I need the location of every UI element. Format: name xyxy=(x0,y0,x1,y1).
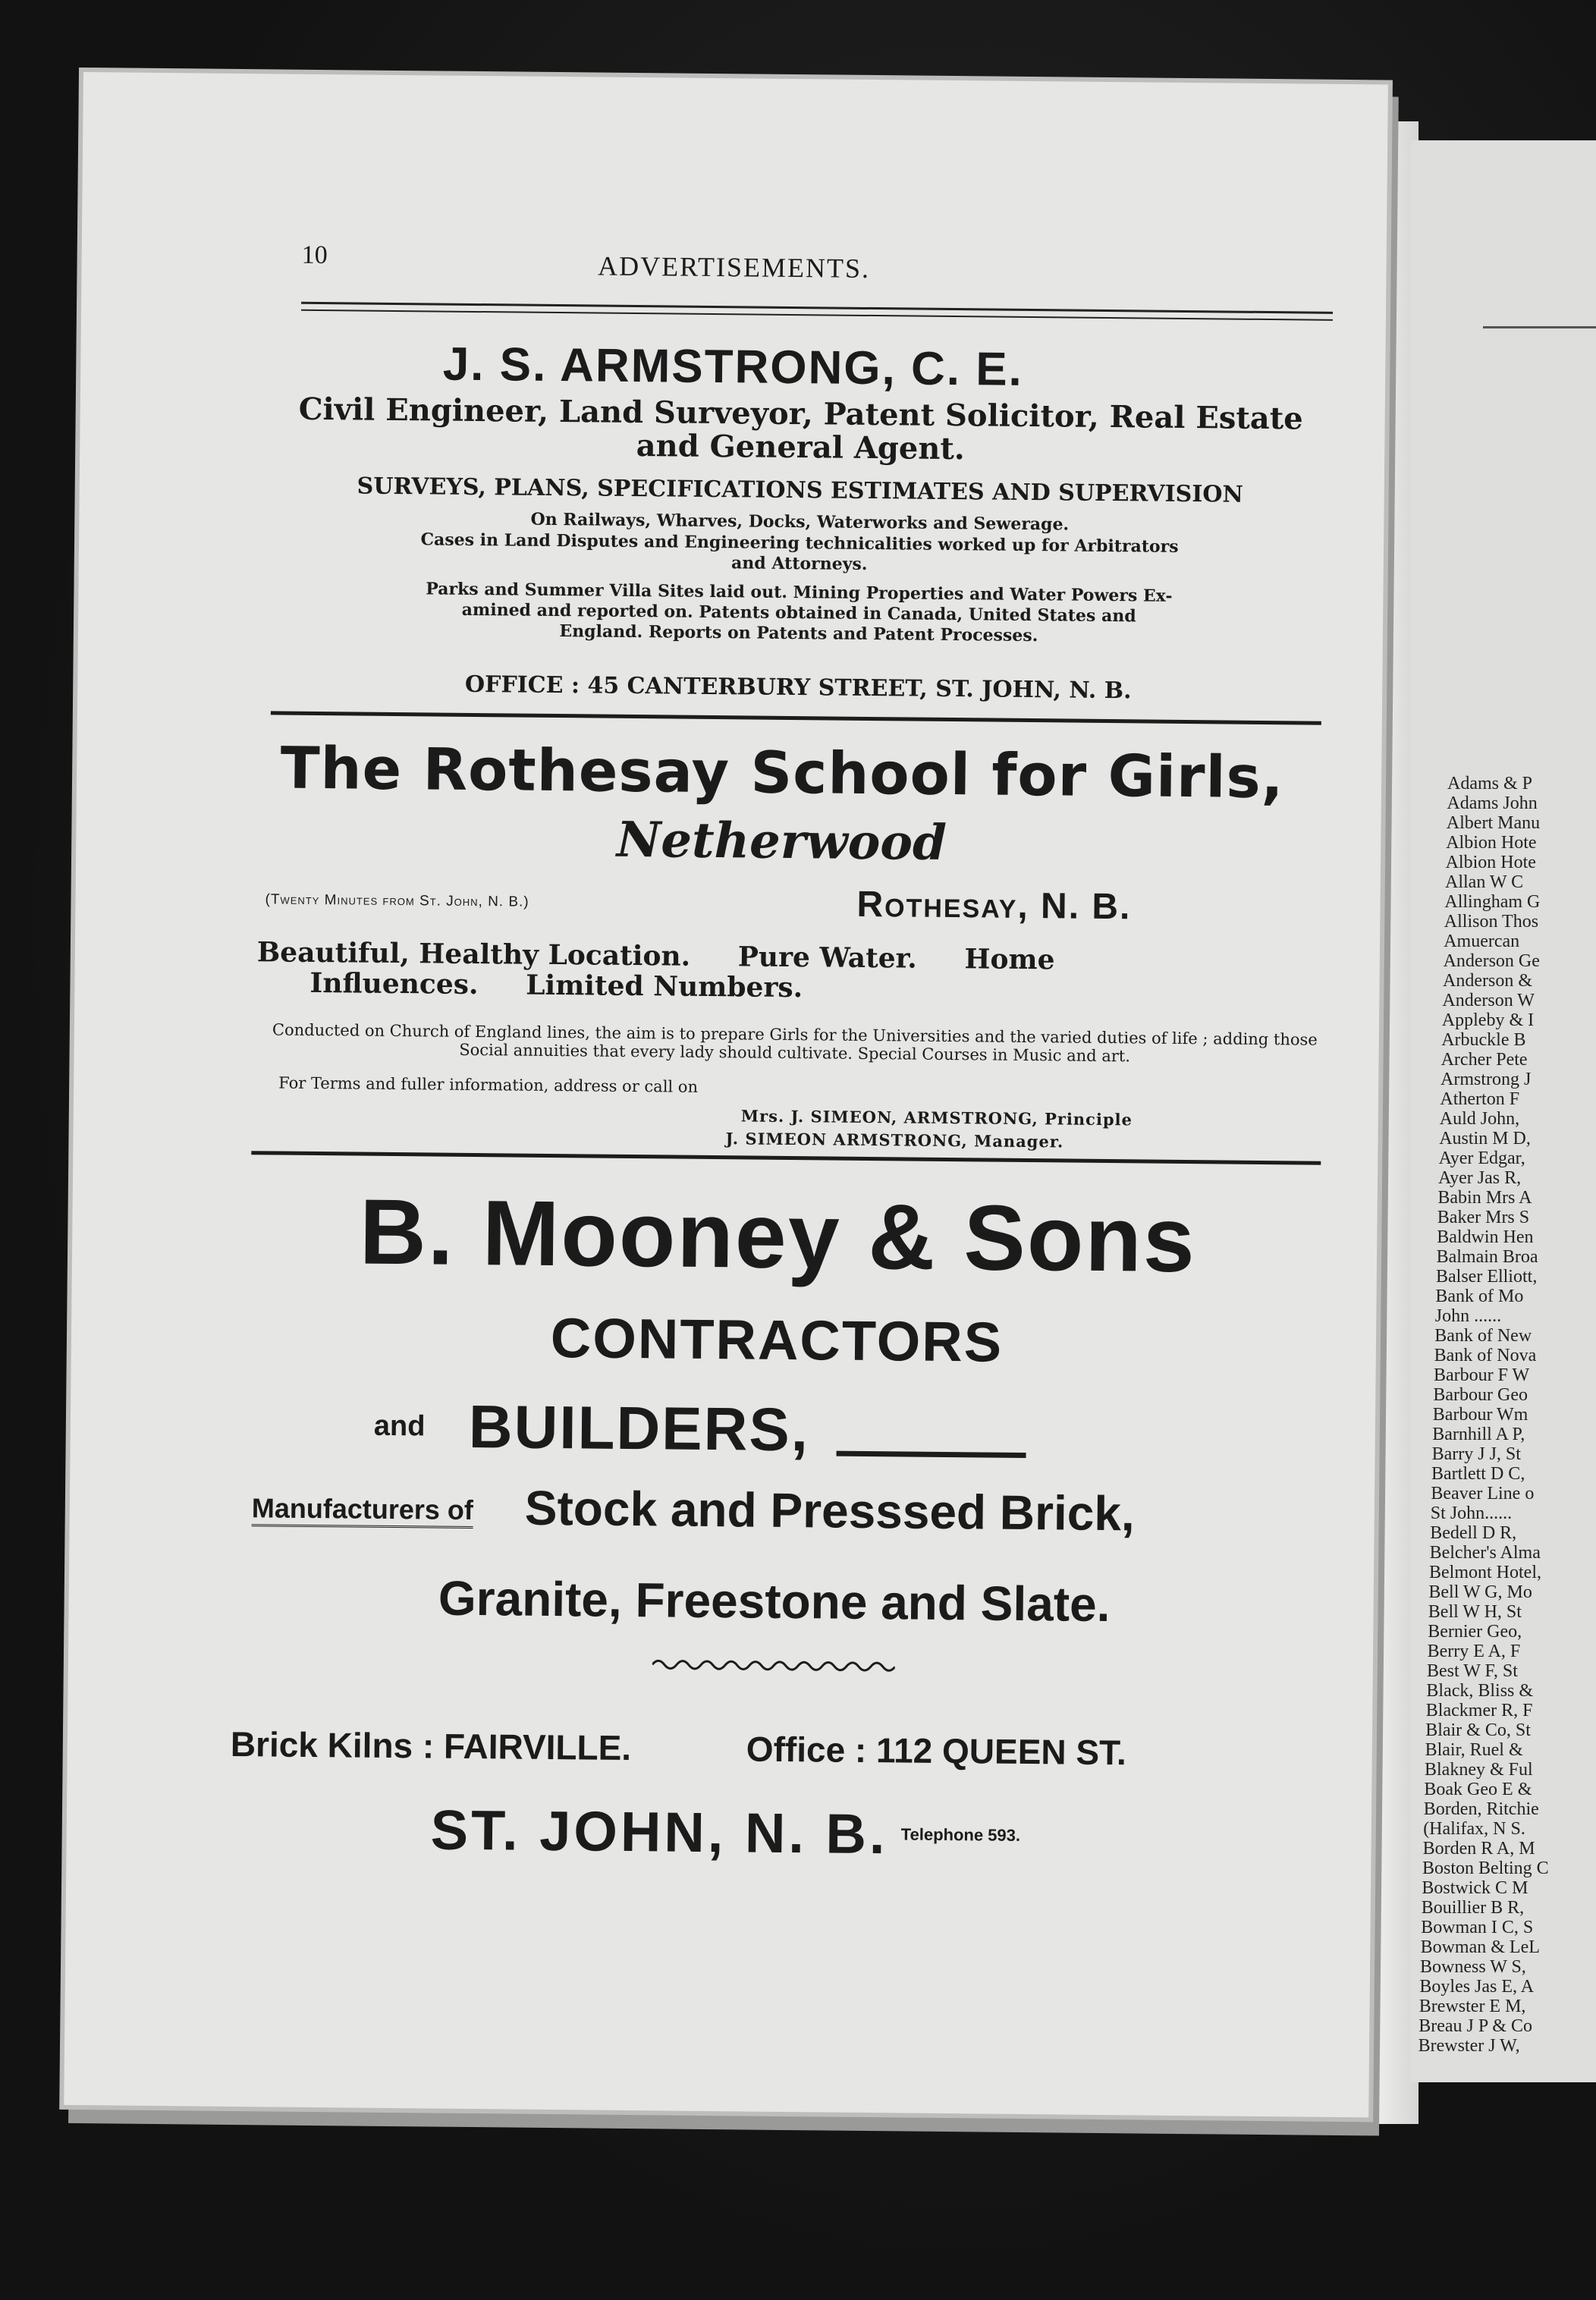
mooney-trade-underline xyxy=(837,1451,1026,1458)
rothesay-manager: J. SIMEON ARMSTRONG, Manager. xyxy=(725,1129,1064,1152)
index-entry: Bowness W S, xyxy=(1420,1957,1526,1977)
index-entry: Boak Geo E & xyxy=(1424,1780,1532,1799)
index-entry: Arbuckle B xyxy=(1441,1030,1526,1050)
rothesay-features-line: Influences. Limited Numbers. xyxy=(309,966,803,1004)
index-entry: Amuercan xyxy=(1444,932,1520,951)
section-rule xyxy=(251,1151,1321,1165)
armstrong-office: OFFICE : 45 CANTERBURY STREET, ST. JOHN, N. B. xyxy=(464,671,1132,705)
mooney-trade-contractors: CONTRACTORS xyxy=(550,1306,1004,1374)
mooney-products-line: Stock and Presssed Brick, xyxy=(524,1480,1136,1541)
index-entry: Allison Thos xyxy=(1444,912,1539,932)
index-entry: Beaver Line o xyxy=(1431,1484,1535,1503)
index-entry: Bouillier B R, xyxy=(1421,1898,1525,1918)
index-entry: Baker Mrs S xyxy=(1437,1208,1530,1227)
facing-page xyxy=(1411,140,1596,2082)
index-entry: Berry E A, F xyxy=(1427,1642,1521,1661)
rothesay-contact-intro: For Terms and fuller information, address or call on xyxy=(278,1073,699,1096)
index-entry: Albion Hote xyxy=(1445,853,1536,872)
index-entry: (Halifax, N S. xyxy=(1423,1819,1525,1839)
index-entry: Boston Belting C xyxy=(1422,1859,1549,1878)
index-entry: Brewster E M, xyxy=(1418,1997,1526,2016)
index-entry: Bank of New xyxy=(1434,1326,1532,1346)
armstrong-line: and Attorneys. xyxy=(730,553,868,574)
armstrong-line: Parks and Summer Villa Sites laid out. Mining Properties and Water Powers Ex- xyxy=(426,579,1173,606)
index-entry: Bartlett D C, xyxy=(1431,1464,1525,1484)
index-entry: Best W F, St xyxy=(1427,1661,1518,1681)
armstrong-line: Cases in Land Disputes and Engineering technicalities worked up for Arbitrators xyxy=(420,529,1179,557)
index-entry: Barbour Geo xyxy=(1433,1385,1528,1405)
page-number: 10 xyxy=(301,240,328,270)
index-entry: Belcher's Alma xyxy=(1429,1543,1541,1563)
rothesay-title: The Rothesay School for Girls, xyxy=(280,734,1285,812)
mooney-brick-kilns: Brick Kilns : FAIRVILLE. xyxy=(230,1723,632,1768)
armstrong-profession: Civil Engineer, Land Surveyor, Patent Solicitor, Real Estate and General Agent. xyxy=(298,391,1303,467)
armstrong-services-heading: SURVEYS, PLANS, SPECIFICATIONS ESTIMATES AND SUPERVISION xyxy=(357,473,1244,508)
index-entry: Barbour Wm xyxy=(1432,1405,1528,1425)
index-entry: Bernier Geo, xyxy=(1428,1622,1522,1642)
index-entry: Belmont Hotel, xyxy=(1429,1563,1541,1582)
rothesay-principal: Mrs. J. SIMEON, ARMSTRONG, Principle xyxy=(740,1106,1133,1130)
index-entry: Anderson & xyxy=(1443,971,1532,991)
armstrong-line: On Railways, Wharves, Docks, Waterworks and Sewerage. xyxy=(530,509,1070,535)
armstrong-name: J. S. ARMSTRONG, C. E. xyxy=(442,338,1024,396)
index-entry: Allan W C xyxy=(1445,872,1524,892)
index-entry: Babin Mrs A xyxy=(1437,1188,1532,1208)
index-entry: Bank of Nova xyxy=(1434,1346,1537,1365)
index-entry: Auld John, xyxy=(1439,1109,1520,1129)
index-entry: Barry J J, St xyxy=(1431,1444,1521,1464)
rothesay-description: Conducted on Church of England lines, the aim is to prepare Girls for the Universities and the varied duties of life ; adding those Social annuities that every lady should cultivate. Special Courses in Music and art. xyxy=(272,1020,1318,1066)
index-entry: Archer Pete xyxy=(1440,1050,1528,1070)
index-entry: Bedell D R, xyxy=(1430,1523,1517,1543)
mooney-office: Office : 112 QUEEN ST. xyxy=(746,1729,1127,1773)
index-entry: Adams John xyxy=(1447,793,1538,813)
index-entry: Bank of Mo xyxy=(1435,1287,1524,1306)
index-entry: Borden R A, M xyxy=(1422,1839,1535,1859)
rothesay-location: Rothesay, N. B. xyxy=(856,884,1132,928)
index-entry: Adams & P xyxy=(1447,774,1533,793)
section-rule xyxy=(271,711,1321,724)
index-entry: Blackmer R, F xyxy=(1425,1701,1533,1720)
index-entry: Bell W G, Mo xyxy=(1428,1582,1532,1602)
index-entry: Austin M D, xyxy=(1439,1129,1531,1148)
index-entry: John ...... xyxy=(1434,1306,1502,1326)
index-entry: Bowman & LeL xyxy=(1420,1937,1540,1957)
mooney-name: B. Mooney & Sons xyxy=(359,1180,1197,1292)
rothesay-features xyxy=(256,937,1334,1008)
index-entry: Balmain Broa xyxy=(1436,1247,1538,1267)
rothesay-distance-note: (Twenty Minutes from St. John, N. B.) xyxy=(265,891,529,910)
index-entry: Borden, Ritchie xyxy=(1423,1799,1539,1819)
index-entry: Boyles Jas E, A xyxy=(1419,1977,1535,1997)
mooney-telephone: Telephone 593. xyxy=(900,1824,1021,1845)
index-entry: Albion Hote xyxy=(1446,833,1537,853)
index-entry: Atherton F xyxy=(1440,1089,1520,1109)
facing-page-rule xyxy=(1483,326,1596,328)
index-entry: Bell W H, St xyxy=(1428,1602,1522,1622)
index-entry: Barnhill A P, xyxy=(1432,1425,1525,1444)
index-entry: Albert Manu xyxy=(1446,813,1541,833)
running-head: ADVERTISEMENTS. xyxy=(597,250,871,284)
index-entry: Blakney & Ful xyxy=(1425,1760,1533,1780)
index-entry: Blair & Co, St xyxy=(1425,1720,1531,1740)
index-entry: Appleby & I xyxy=(1441,1010,1535,1030)
index-entry: Balser Elliott, xyxy=(1436,1267,1538,1287)
index-entry: Anderson Ge xyxy=(1443,951,1540,971)
mooney-trade-builders: BUILDERS, xyxy=(468,1392,810,1464)
rothesay-subtitle: Netherwood xyxy=(616,811,947,872)
facing-page-index xyxy=(1411,774,1596,2056)
mooney-products-line: Granite, Freestone and Slate. xyxy=(438,1570,1111,1632)
index-entry: Armstrong J xyxy=(1440,1070,1532,1089)
index-entry: Bowman I C, S xyxy=(1421,1918,1534,1937)
index-entry: St John...... xyxy=(1430,1503,1513,1523)
armstrong-line: England. Reports on Patents and Patent Processes. xyxy=(559,621,1038,646)
index-entry: Allingham G xyxy=(1444,892,1541,912)
advertisement-page xyxy=(64,72,1388,2117)
index-entry: Barbour F W xyxy=(1434,1365,1530,1385)
mooney-manufacturers-label: Manufacturers of xyxy=(252,1492,473,1529)
ornamental-squiggle xyxy=(652,1655,895,1676)
index-entry: Brewster J W, xyxy=(1418,2036,1520,2056)
index-entry: Blair, Ruel & xyxy=(1425,1740,1523,1760)
mooney-trade-and: and xyxy=(373,1409,426,1443)
index-entry: Black, Bliss & xyxy=(1426,1681,1534,1701)
rothesay-features-line: Beautiful, Healthy Location. Pure Water. Home xyxy=(256,936,1055,976)
mooney-city: ST. JOHN, N. B. xyxy=(430,1798,888,1866)
index-entry: Baldwin Hen xyxy=(1437,1227,1534,1247)
index-entry: Ayer Edgar, xyxy=(1438,1148,1525,1168)
index-entry: Breau J P & Co xyxy=(1418,2016,1532,2036)
index-entry: Bostwick C M xyxy=(1422,1878,1528,1898)
armstrong-line: amined and reported on. Patents obtained in Canada, United States and xyxy=(461,599,1136,627)
index-entry: Ayer Jas R, xyxy=(1438,1168,1522,1188)
index-entry: Anderson W xyxy=(1442,991,1535,1010)
